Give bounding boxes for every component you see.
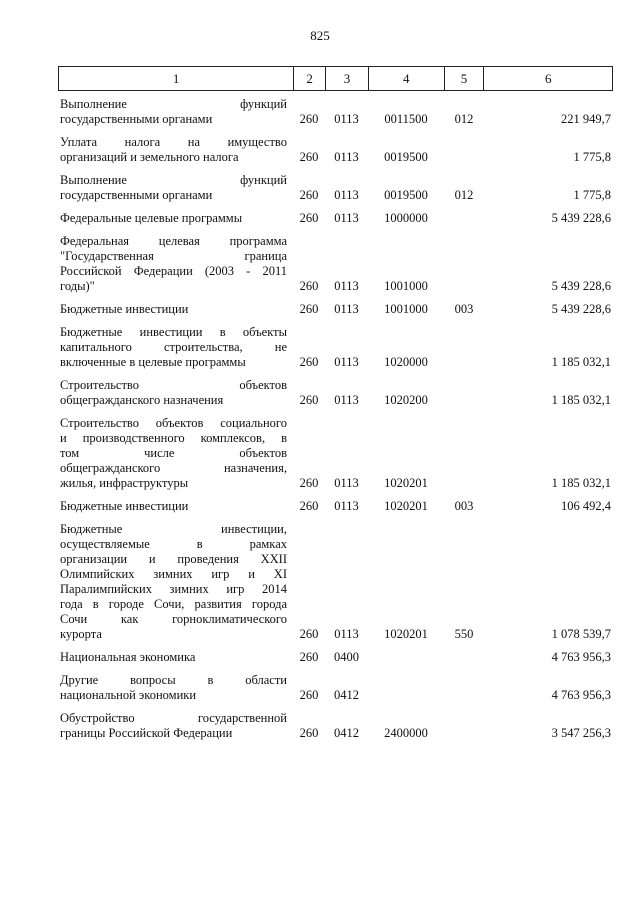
row-code-col-2: 260 (299, 688, 319, 702)
table-row (58, 673, 613, 703)
row-amount: 1 185 032,1 (551, 476, 611, 490)
header-col-1: 1 (172, 71, 180, 86)
row-name-line: осуществляемые в рамках (60, 537, 287, 551)
row-name-line: организации и проведения XXII (60, 552, 287, 566)
row-name-line: курорта (60, 627, 102, 641)
budget-table (58, 66, 613, 749)
row-amount: 5 439 228,6 (551, 279, 611, 293)
row-code-col-4: 1001000 (384, 279, 428, 293)
row-code-col-5: 003 (454, 302, 474, 316)
table-row (58, 416, 613, 491)
row-code-col-4: 1020000 (384, 355, 428, 369)
row-amount: 1 185 032,1 (551, 355, 611, 369)
row-code-col-3: 0113 (334, 279, 359, 293)
row-code-col-3: 0113 (334, 393, 359, 407)
row-name-line: общегражданского назначения, (60, 461, 287, 475)
row-name-line: Бюджетные инвестиции, (60, 522, 287, 536)
table-row (58, 97, 613, 127)
row-name-line: Паралимпийских зимних игр 2014 (60, 582, 287, 596)
row-amount: 4 763 956,3 (551, 688, 611, 702)
row-name-line: Строительство объектов социального (60, 416, 287, 430)
row-name-line: жилья, инфраструктуры (60, 476, 189, 490)
row-code-col-3: 0113 (334, 188, 359, 202)
row-code-col-4: 1000000 (384, 211, 428, 225)
row-code-col-4: 2400000 (384, 726, 428, 740)
row-amount: 1 775,8 (573, 150, 611, 164)
table-row (58, 711, 613, 741)
header-col-3: 3 (325, 67, 368, 90)
row-code-col-5: 012 (454, 112, 474, 126)
row-name (58, 173, 293, 203)
row-amount: 1 185 032,1 (551, 393, 611, 407)
header-col-4: 4 (368, 67, 444, 90)
row-name (58, 650, 293, 665)
table-row (58, 522, 613, 642)
row-name (58, 97, 293, 127)
page-number: 825 (310, 28, 330, 43)
table-body (58, 91, 613, 741)
row-code-col-4: 1020201 (384, 499, 428, 513)
table-row (58, 650, 613, 665)
row-name (58, 673, 293, 703)
row-name-line: организаций и земельного налога (60, 150, 239, 164)
row-name-line: Олимпийских зимних игр и XI (60, 567, 287, 581)
row-code-col-3: 0113 (334, 302, 359, 316)
row-name-line: "Государственная граница (60, 249, 287, 263)
row-code-col-4: 1020201 (384, 627, 428, 641)
row-amount: 1 775,8 (573, 188, 611, 202)
row-code-col-3: 0113 (334, 627, 359, 641)
row-code-col-3: 0400 (334, 650, 359, 664)
row-code-col-4: 0019500 (384, 150, 428, 164)
row-name-line: Сочи как горноклиматического (60, 612, 287, 626)
table-row (58, 173, 613, 203)
row-code-col-4: 0011500 (384, 112, 428, 126)
row-name-line: Уплата налога на имущество (60, 135, 287, 149)
row-name-line: Другие вопросы в области (60, 673, 287, 687)
row-name-line: том числе объектов (60, 446, 287, 460)
row-code-col-2: 260 (299, 112, 319, 126)
row-name-line: Выполнение функций (60, 97, 287, 111)
table-row (58, 135, 613, 165)
row-name-line: национальной экономики (60, 688, 197, 702)
row-code-col-2: 260 (299, 627, 319, 641)
row-code-col-3: 0113 (334, 355, 359, 369)
row-code-col-3: 0113 (334, 211, 359, 225)
row-code-col-2: 260 (299, 499, 319, 513)
row-name-line: Строительство объектов (60, 378, 287, 392)
row-code-col-3: 0113 (334, 150, 359, 164)
row-name-line: года в городе Сочи, развития города (60, 597, 287, 611)
row-name-line: общегражданского назначения (60, 393, 224, 407)
row-code-col-4: 1020201 (384, 476, 428, 490)
row-name-line: Национальная экономика (60, 650, 196, 664)
row-code-col-4: 0019500 (384, 188, 428, 202)
table-row (58, 302, 613, 317)
row-code-col-2: 260 (299, 650, 319, 664)
row-code-col-2: 260 (299, 726, 319, 740)
row-code-col-3: 0113 (334, 499, 359, 513)
row-name (58, 135, 293, 165)
table-row (58, 325, 613, 370)
row-amount: 5 439 228,6 (551, 302, 611, 316)
row-name-line: годы)" (60, 279, 95, 293)
row-code-col-2: 260 (299, 302, 319, 316)
row-name-line: границы Российской Федерации (60, 726, 233, 740)
row-code-col-4: 1001000 (384, 302, 428, 316)
row-name-line: Обустройство государственной (60, 711, 287, 725)
row-name-line: капитального строительства, не (60, 340, 287, 354)
row-name (58, 499, 293, 514)
row-code-col-2: 260 (299, 476, 319, 490)
row-name-line: государственными органами (60, 188, 213, 202)
row-name (58, 522, 293, 642)
table-row (58, 234, 613, 294)
row-code-col-3: 0412 (334, 688, 359, 702)
row-code-col-3: 0113 (334, 476, 359, 490)
table-row (58, 499, 613, 514)
table-header-row (58, 66, 613, 91)
row-name-line: Бюджетные инвестиции (60, 499, 189, 513)
row-name-line: Выполнение функций (60, 173, 287, 187)
row-code-col-2: 260 (299, 355, 319, 369)
row-code-col-5: 550 (454, 627, 474, 641)
row-code-col-2: 260 (299, 150, 319, 164)
row-code-col-2: 260 (299, 393, 319, 407)
row-name-line: государственными органами (60, 112, 213, 126)
row-code-col-2: 260 (299, 211, 319, 225)
row-name-line: Бюджетные инвестиции в объекты (60, 325, 287, 339)
row-code-col-2: 260 (299, 188, 319, 202)
row-name-line: включенные в целевые программы (60, 355, 246, 369)
header-col-2: 2 (293, 67, 325, 90)
row-name-line: Российской Федерации (2003 - 2011 (60, 264, 287, 278)
row-code-col-3: 0412 (334, 726, 359, 740)
header-col-6: 6 (483, 67, 612, 90)
row-amount: 106 492,4 (561, 499, 611, 513)
table-row (58, 211, 613, 226)
row-name-line: и производственного комплексов, в (60, 431, 287, 445)
row-name-line: Федеральная целевая программа (60, 234, 287, 248)
row-name (58, 416, 293, 491)
row-amount: 5 439 228,6 (551, 211, 611, 225)
row-name (58, 211, 293, 226)
header-col-5: 5 (444, 67, 484, 90)
row-name (58, 234, 293, 294)
row-code-col-2: 260 (299, 279, 319, 293)
table-row (58, 378, 613, 408)
row-name-line: Федеральные целевые программы (60, 211, 243, 225)
row-name (58, 378, 293, 408)
row-name (58, 302, 293, 317)
row-amount: 3 547 256,3 (551, 726, 611, 740)
row-amount: 1 078 539,7 (551, 627, 611, 641)
row-code-col-5: 012 (454, 188, 474, 202)
row-code-col-5: 003 (454, 499, 474, 513)
row-name-line: Бюджетные инвестиции (60, 302, 189, 316)
row-code-col-4: 1020200 (384, 393, 428, 407)
row-name (58, 325, 293, 370)
row-code-col-3: 0113 (334, 112, 359, 126)
row-amount: 221 949,7 (561, 112, 611, 126)
row-amount: 4 763 956,3 (551, 650, 611, 664)
row-name (58, 711, 293, 741)
